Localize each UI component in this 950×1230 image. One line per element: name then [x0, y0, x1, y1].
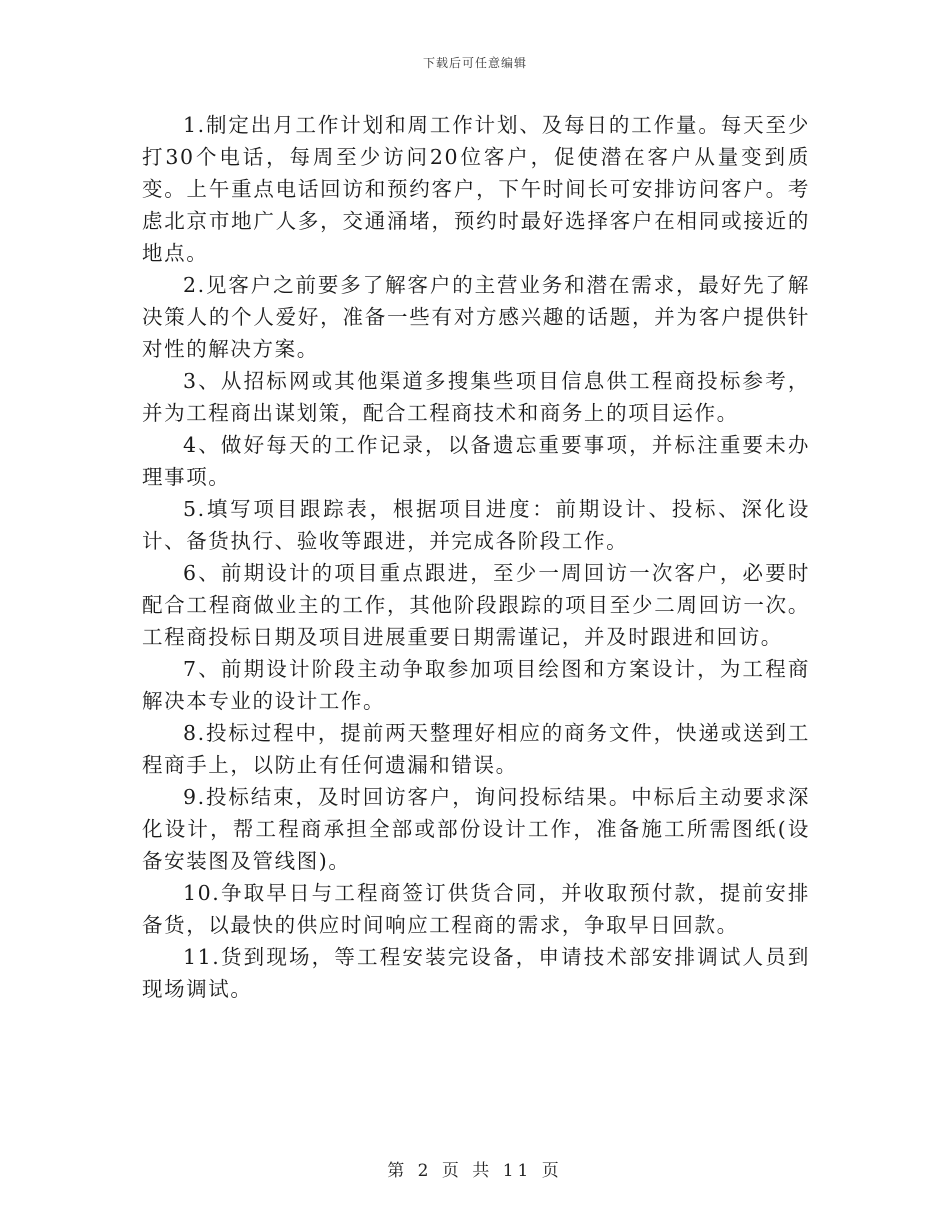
paragraph-2: 2.见客户之前要多了解客户的主营业务和潜在需求，最好先了解决策人的个人爱好，准备一些有对方感兴趣的话题，并为客户提供针对性的解决方案。	[142, 273, 810, 361]
paragraph-9: 9.投标结束，及时回访客户，询问投标结果。中标后主动要求深化设计，帮工程商承担全部或部份设计工作，准备施工所需图纸(设备安装图及管线图)。	[142, 785, 810, 873]
paragraph-11: 11.货到现场，等工程安装完设备，申请技术部安排调试人员到现场调试。	[142, 945, 810, 1001]
paragraph-6: 6、前期设计的项目重点跟进，至少一周回访一次客户，必要时配合工程商做业主的工作，其他阶段跟踪的项目至少二周回访一次。工程商投标日期及项目进展重要日期需谨记，并及时跟进和回访。	[142, 561, 810, 649]
paragraph-8: 8.投标过程中，提前两天整理好相应的商务文件，快递或送到工程商手上，以防止有任何遗漏和错误。	[142, 721, 810, 777]
paragraph-3: 3、从招标网或其他渠道多搜集些项目信息供工程商投标参考，并为工程商出谋划策，配合工程商技术和商务上的项目运作。	[142, 369, 810, 425]
page-number: 第 2 页 共 11 页	[387, 1161, 563, 1181]
paragraph-10: 10.争取早日与工程商签订供货合同，并收取预付款，提前安排备货，以最快的供应时间响应工程商的需求，争取早日回款。	[142, 881, 810, 937]
paragraph-7: 7、前期设计阶段主动争取参加项目绘图和方案设计，为工程商解决本专业的设计工作。	[142, 657, 810, 713]
header-note: 下载后可任意编辑	[422, 56, 527, 70]
paragraph-1: 1.制定出月工作计划和周工作计划、及每日的工作量。每天至少打30个电话，每周至少访问20位客户，促使潜在客户从量变到质变。上午重点电话回访和预约客户，下午时间长可安排访问客户。考虑北京市地广人多，交通涌堵，预约时最好选择客户在相同或接近的地点。	[142, 113, 810, 265]
paragraph-4: 4、做好每天的工作记录，以备遗忘重要事项，并标注重要未办理事项。	[142, 433, 810, 489]
document-body	[142, 109, 810, 1005]
paragraph-5: 5.填写项目跟踪表，根据项目进度：前期设计、投标、深化设计、备货执行、验收等跟进，并完成各阶段工作。	[142, 497, 810, 553]
